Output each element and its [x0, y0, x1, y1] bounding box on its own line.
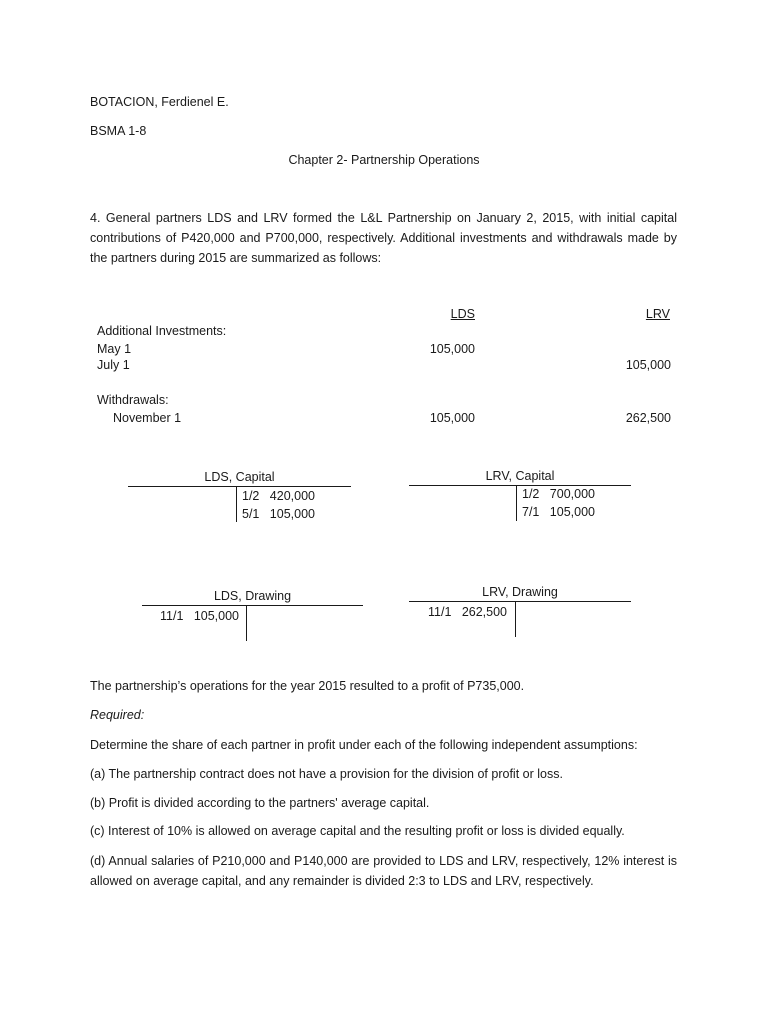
t-account-debit-entry: 11/1 262,500 [428, 605, 508, 619]
t-account-credit-entry: 5/1 105,000 [242, 507, 315, 521]
t-account-title: LDS, Drawing [213, 589, 292, 603]
t-account-credit-entry: 1/2 420,000 [242, 489, 315, 503]
withdrawals-label: Withdrawals: [97, 393, 169, 407]
t-account-vertical-rule [236, 486, 237, 522]
problem-intro: 4. General partners LDS and LRV formed the L&L Partnership on January 2, 2015, with initial capital contributions of P420,000 and P700,000, respectively. Additional investments and withdrawals made by the partners during 2015 are summarized as follows: [90, 211, 677, 265]
t-account-horizontal-rule [128, 486, 351, 487]
t-account-horizontal-rule [409, 485, 631, 486]
t-account-credit-entry: 1/2 700,000 [522, 487, 595, 501]
required-heading: Required: [90, 708, 145, 722]
assumption-a: (a) The partnership contract does not have a provision for the division of profit or loss. [90, 767, 563, 781]
chapter-title: Chapter 2- Partnership Operations [288, 153, 480, 167]
assumption-c: (c) Interest of 10% is allowed on average capital and the resulting profit or loss is divided equally. [90, 824, 625, 838]
may-label: May 1 [97, 342, 132, 356]
november-lds-amount: 105,000 [429, 411, 475, 425]
instructions: Determine the share of each partner in profit under each of the following independent assumptions: [90, 738, 638, 752]
assumption-b: (b) Profit is divided according to the partners' average capital. [90, 796, 430, 810]
july-label: July 1 [97, 358, 130, 372]
t-account-credit-entry: 7/1 105,000 [522, 505, 595, 519]
student-section: BSMA 1-8 [90, 124, 147, 138]
t-account-horizontal-rule [142, 605, 363, 606]
t-account-vertical-rule [516, 485, 517, 521]
may-lds-amount: 105,000 [429, 342, 475, 356]
student-name: BOTACION, Ferdienel E. [90, 95, 229, 109]
t-account-title: LRV, Capital [485, 469, 555, 483]
column-header-lrv: LRV [645, 307, 670, 321]
july-lrv-amount: 105,000 [625, 358, 671, 372]
t-account-vertical-rule [515, 601, 516, 637]
t-account-debit-entry: 11/1 105,000 [160, 609, 240, 623]
t-account-horizontal-rule [409, 601, 631, 602]
t-account-title: LDS, Capital [204, 470, 275, 484]
t-account-vertical-rule [246, 605, 247, 641]
column-header-lds: LDS [450, 307, 475, 321]
november-lrv-amount: 262,500 [625, 411, 671, 425]
profit-statement: The partnership’s operations for the year 2015 resulted to a profit of P735,000. [90, 679, 525, 693]
assumption-d: (d) Annual salaries of P210,000 and P140,000 are provided to LDS and LRV, respectively, 12% interest is allowed on average capital, and any remainder is divided 2:3 to LDS and LRV, respectively. [90, 854, 677, 888]
november-label: November 1 [113, 411, 182, 425]
additional-investments-label: Additional Investments: [97, 324, 227, 338]
t-account-title: LRV, Drawing [482, 585, 558, 599]
